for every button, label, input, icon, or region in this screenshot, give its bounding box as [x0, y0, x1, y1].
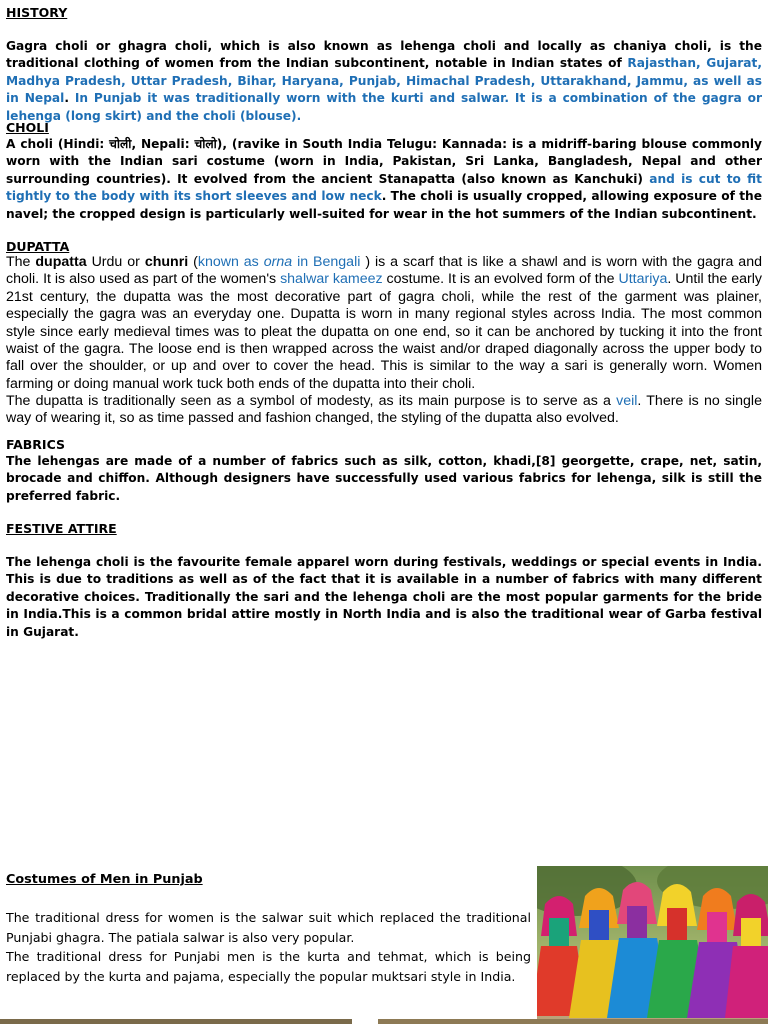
dupatta-text: . Until the early 21st century, the dupatta was the most decorative part of gagra choli, while the rest of the garment was plainer, especially the gagra was an everyday one. Dupatta is worn in many regional styles across India. The most common style since early medieval times was to pleat the dupatta on one end, so it can be anchored by tucking it into the front waist of the gagra. The loose end is then wrapped across the waist and/or draped diagonally across the upper body to fall over the shoulder, or up and over to cover the head. This is similar to the way a sari is generally worn. Women farming or doing manual work tuck both ends of the dupatta into their choli. [6, 271, 762, 392]
history-text-2: . [64, 91, 75, 106]
festive-heading: FESTIVE ATTIRE [6, 521, 117, 536]
orna-link-italic: orna [263, 254, 293, 270]
veil-link[interactable]: veil [616, 393, 638, 409]
history-paragraph [6, 38, 762, 125]
dupatta-text: The [6, 254, 36, 270]
choli-paragraph [6, 136, 762, 223]
orna-link-text: known as [197, 254, 264, 270]
dupatta-text: The dupatta is traditionally seen as a symbol of modesty, as its main purpose is to serve as a [6, 393, 617, 409]
dupatta-heading: DUPATTA [6, 239, 70, 254]
next-image-strip-left [0, 1019, 352, 1024]
orna-link[interactable] [198, 254, 361, 270]
uttariya-link[interactable]: Uttariya [618, 271, 668, 288]
history-highlight: In Punjab it was traditionally worn with the kurti and salwar. It is a combination of the gagra or lehenga (long skirt) and the choli (blouse). [6, 91, 762, 123]
dupatta-paragraph-1 [6, 254, 762, 393]
dupatta-text: . There is no single way of wearing it, so as time passed and fashion changed, the styling of the dupatta also evolved. [6, 393, 762, 427]
choli-text: A choli (Hindi: चोली, Nepali: चोलो), (ravike in South India Telugu: Kannada: is a midriff-baring blouse commonly worn with the Indian sari costume (worn in India, Pakistan, Sri Lanka, Bangladesh, Nepal and other surrounding countries). It evolved from the ancient Stanapatta (also known as Kanchuki) [6, 137, 762, 186]
choli-highlight: and is cut to fit tightly to the body with its short sleeves and low neck [6, 171, 762, 204]
next-image-strip-right [378, 1019, 768, 1024]
men-costumes-paragraph-2: The traditional dress for Punjabi men is the kurta and tehmat, which is being replaced by the kurta and pajama, especially the popular muktsari style in India. [6, 949, 531, 984]
dupatta-paragraph-2 [6, 393, 762, 428]
photo-illustration [537, 866, 768, 1024]
dupatta-text: Urdu or [86, 254, 145, 270]
dupatta-text: ( [188, 254, 198, 270]
dupatta-text: ) is a scarf that is like a shawl and is worn with the gagra and choli. It is also used as part of the women's [6, 254, 762, 288]
festive-paragraph: The lehenga choli is the favourite female apparel worn during festivals, weddings or special events in India. This is due to traditions as well as of the fact that it is available in a number of fabrics with many different decorative choices. Traditionally the sari and the lehenga choli are the most popular garments for the bride in India.This is a common bridal attire mostly in North India and is also the traditional wear of Garba festival in Gujarat. [6, 555, 762, 639]
chunri-term: chunri [144, 254, 189, 270]
men-costumes-heading: Costumes of Men in Punjab [6, 872, 203, 887]
dupatta-term: dupatta [35, 254, 87, 270]
orna-link-text-2: in Bengali [292, 254, 361, 270]
dupatta-text: costume. It is an evolved form of the [382, 271, 619, 288]
fabrics-heading: FABRICS [6, 437, 65, 452]
shalwar-kameez-link[interactable]: shalwar kameez [280, 271, 383, 288]
punjabi-dancers-photo [537, 866, 768, 1024]
history-heading: HISTORY [6, 5, 68, 20]
states-link[interactable]: Rajasthan, Gujarat, Madhya Pradesh, Uttar Pradesh, Bihar, Haryana, Punjab, Himachal Pradesh, Uttarakhand, Jammu, as well as in Nepal [6, 56, 762, 106]
men-costumes-paragraph-1: The traditional dress for women is the salwar suit which replaced the traditional Punjabi ghagra. The patiala salwar is also very popular. [6, 910, 531, 945]
history-text: Gagra choli or ghagra choli, which is also known as lehenga choli and locally as chaniya choli, is the traditional clothing of women from the Indian subcontinent, notable in Indian states of [6, 39, 762, 71]
choli-text-2: . The choli is usually cropped, allowing exposure of the navel; the cropped design is particularly well-suited for wear in the hot summers of the Indian subcontinent. [6, 189, 762, 221]
fabrics-paragraph: The lehengas are made of a number of fabrics such as silk, cotton, khadi,[8] georgette, crape, net, satin, brocade and chiffon. Although designers have successfully used various fabrics for lehenga, silk is still the preferred fabric. [6, 454, 762, 503]
choli-heading: CHOLI [6, 120, 49, 135]
